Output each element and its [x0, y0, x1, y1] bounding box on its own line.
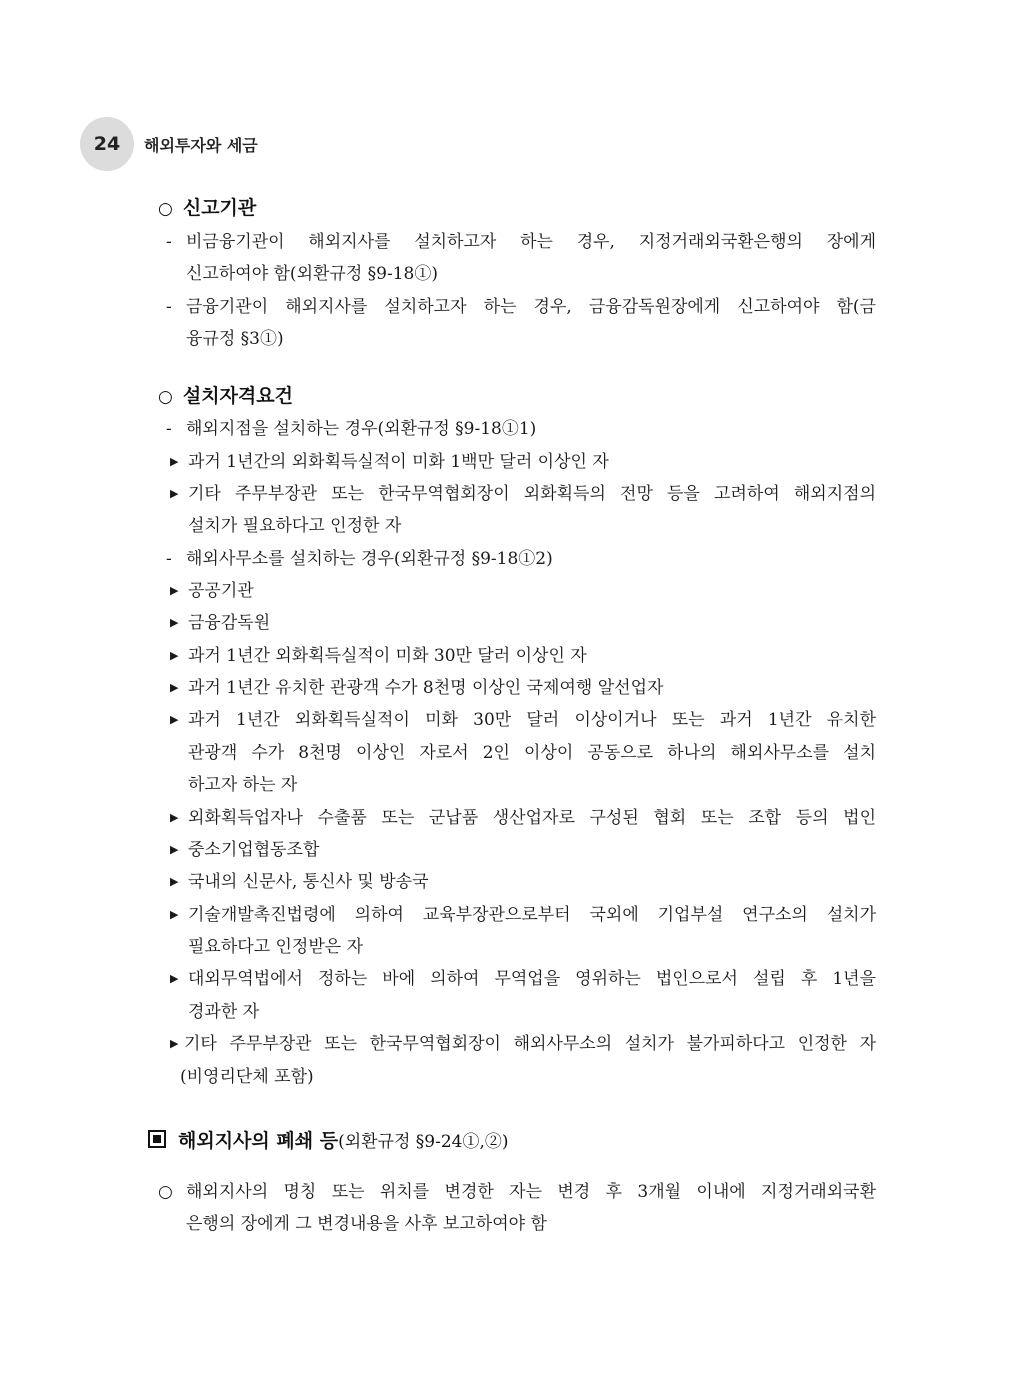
list-item: 기술개발촉진법령에 의하여 교육부장관으로부터 국외에 기업부설 연구소의 설치가: [188, 905, 876, 925]
list-item: 외화획득업자나 수출품 또는 군납품 생산업자로 구성된 협회 또는 조합 등의 법인: [188, 808, 876, 828]
circle-bullet-icon: ○: [158, 387, 173, 407]
dash-marker: -: [166, 297, 172, 317]
list-item: 공공기관: [188, 581, 254, 601]
dash-marker: -: [166, 549, 172, 569]
page-header: [80, 116, 258, 172]
list-item-continuation: 하고자 하는 자: [188, 775, 298, 795]
paragraph-line: 해외지사의 명칭 또는 위치를 변경한 자는 변경 후 3개월 이내에 지정거래외국환: [186, 1182, 876, 1202]
section-heading-reporting-agency: ○ 신고기관: [158, 197, 257, 219]
triangle-bullet-icon: ▶: [170, 649, 179, 662]
dash-marker: -: [166, 419, 172, 439]
paragraph-line: 융규정 §3①): [186, 329, 284, 349]
triangle-bullet-icon: ▶: [170, 713, 179, 726]
paragraph-line: 비금융기관이 해외지사를 설치하고자 하는 경우, 지정거래외국환은행의 장에게: [186, 232, 876, 252]
triangle-bullet-icon: ▶: [170, 584, 179, 597]
triangle-bullet-icon: ▶: [170, 487, 179, 500]
triangle-bullet-icon: ▶: [170, 681, 179, 694]
triangle-bullet-icon: ▶: [170, 908, 179, 921]
triangle-bullet-icon: ▶: [170, 1037, 179, 1050]
list-item: 과거 1년간 외화획득실적이 미화 30만 달러 이상인 자: [188, 646, 587, 666]
triangle-bullet-icon: ▶: [170, 843, 179, 856]
paragraph-line: 해외지점을 설치하는 경우(외환규정 §9-18①1): [186, 419, 537, 439]
list-item: 국내의 신문사, 통신사 및 방송국: [188, 872, 429, 892]
paragraph-line: 해외사무소를 설치하는 경우(외환규정 §9-18①2): [186, 549, 553, 569]
page-number: 24: [80, 117, 134, 171]
list-item-continuation: 경과한 자: [188, 1002, 260, 1022]
running-title: 해외투자와 세금: [144, 135, 258, 155]
circle-bullet-icon: ○: [158, 1182, 173, 1202]
paragraph-line: 신고하여야 함(외환규정 §9-18①): [186, 264, 438, 284]
list-item: 기타 주무부장관 또는 한국무역협회장이 외화획득의 전망 등을 고려하여 해외지점의: [188, 484, 876, 504]
triangle-bullet-icon: ▶: [170, 875, 179, 888]
filled-square-bullet-icon: [148, 1130, 166, 1148]
triangle-bullet-icon: ▶: [170, 972, 179, 985]
triangle-bullet-icon: ▶: [170, 811, 179, 824]
list-item-continuation: 필요하다고 인정받은 자: [188, 937, 364, 957]
list-item-continuation: (비영리단체 포함): [180, 1067, 314, 1087]
list-item-continuation: 관광객 수가 8천명 이상인 자로서 2인 이상이 공동으로 하나의 해외사무소를 설치: [188, 743, 876, 763]
list-item-continuation: 설치가 필요하다고 인정한 자: [188, 516, 402, 536]
dash-marker: -: [166, 232, 172, 252]
paragraph-line: 은행의 장에게 그 변경내용을 사후 보고하여야 함: [186, 1214, 547, 1234]
list-item: 과거 1년간 유치한 관광객 수가 8천명 이상인 국제여행 알선업자: [188, 678, 664, 698]
circle-bullet-icon: ○: [158, 199, 173, 219]
section-heading-requirements: ○ 설치자격요건: [158, 385, 293, 407]
list-item: 과거 1년간 외화획득실적이 미화 30만 달러 이상이거나 또는 과거 1년간 유치한: [188, 710, 876, 730]
list-item: 기타 주무부장관 또는 한국무역협회장이 해외사무소의 설치가 불가피하다고 인정한 자: [184, 1034, 876, 1054]
section-heading-closure: 해외지사의 폐쇄 등(외환규정 §9-24①,②): [148, 1126, 509, 1153]
list-item: 금융감독원: [188, 613, 271, 633]
triangle-bullet-icon: ▶: [170, 616, 179, 629]
list-item: 중소기업협동조합: [188, 840, 320, 860]
list-item: 과거 1년간의 외화획득실적이 미화 1백만 달러 이상인 자: [188, 452, 609, 472]
triangle-bullet-icon: ▶: [170, 455, 179, 468]
list-item: 대외무역법에서 정하는 바에 의하여 무역업을 영위하는 법인으로서 설립 후 1년을: [188, 969, 876, 989]
paragraph-line: 금융기관이 해외지사를 설치하고자 하는 경우, 금융감독원장에게 신고하여야 함(금: [186, 297, 876, 317]
